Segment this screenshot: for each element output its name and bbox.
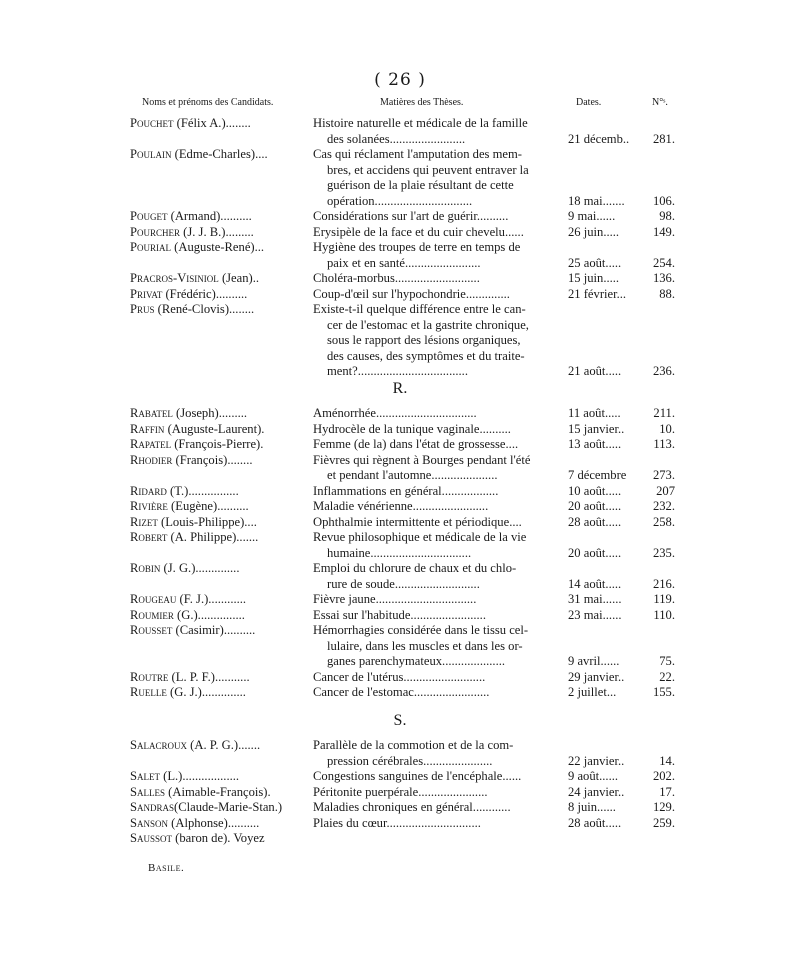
thesis-subject: Cancer de l'utérus.......................... — [313, 669, 486, 684]
candidate-name — [130, 302, 310, 318]
thesis-entry — [0, 785, 800, 801]
header-numbers: N°ˢ. — [652, 97, 668, 108]
candidate-given-names: (Frédéric).......... — [162, 286, 248, 301]
thesis-date: 15 janvier.. — [568, 421, 625, 436]
thesis-number: 10. — [659, 421, 675, 436]
candidate-name — [130, 147, 310, 163]
thesis-date: 10 août..... — [568, 483, 622, 498]
candidate-given-names: (Auguste-René)... — [171, 240, 265, 254]
candidate-given-names: (A. Philippe)....... — [167, 530, 259, 544]
candidate-surname: Rhodier — [130, 452, 173, 467]
thesis-entry — [0, 623, 800, 670]
candidate-surname: Pracros-Visiniol — [130, 271, 219, 285]
entry-line — [0, 484, 800, 500]
thesis-entry — [0, 437, 800, 453]
thesis-number: 98. — [659, 209, 675, 223]
thesis-date: 13 août..... — [568, 437, 622, 451]
thesis-entry — [0, 769, 800, 785]
candidate-name — [130, 406, 310, 422]
entry-line — [0, 561, 800, 577]
thesis-number: 281. — [652, 131, 675, 146]
candidate-given-names: (Aimable-François). — [165, 784, 271, 799]
section-letter: S. — [393, 712, 407, 729]
thesis-subject: Erysipèle de la face et du cuir chevelu...... — [313, 224, 524, 239]
candidate-name — [130, 685, 310, 701]
candidate-given-names: (J. G.).............. — [160, 561, 240, 575]
candidate-name — [130, 831, 310, 847]
thesis-entry — [0, 831, 800, 847]
thesis-number: 232. — [652, 499, 675, 513]
candidate-name — [130, 287, 310, 303]
thesis-subject: lulaire, dans les muscles et dans les or- — [327, 638, 523, 653]
candidate-surname: Prus — [130, 302, 155, 316]
thesis-number: 155. — [652, 685, 675, 699]
entry-line — [0, 608, 800, 624]
thesis-subject: pression cérébrales...................... — [327, 753, 493, 768]
thesis-entry — [0, 530, 800, 561]
entry-line — [0, 577, 800, 593]
entry-line — [0, 816, 800, 832]
candidate-given-names: (François-Pierre). — [171, 437, 264, 451]
entry-line — [0, 453, 800, 469]
thesis-date: 23 mai...... — [568, 607, 622, 622]
thesis-number: 207 — [656, 483, 675, 498]
thesis-subject: Maladies chroniques en général............ — [313, 800, 511, 814]
candidate-surname: Rabatel — [130, 406, 173, 420]
candidate-name — [130, 623, 310, 639]
thesis-date: 8 juin...... — [568, 800, 616, 814]
thesis-date: 18 mai....... — [568, 193, 625, 208]
thesis-subject: ganes parenchymateux.................... — [327, 654, 506, 668]
entry-line — [0, 163, 800, 179]
thesis-entry — [0, 302, 800, 380]
thesis-entry — [0, 147, 800, 209]
thesis-subject: cer de l'estomac et la gastrite chronique, — [327, 317, 529, 332]
thesis-date: 9 août...... — [568, 769, 619, 783]
candidate-surname: Salet — [130, 769, 160, 783]
thesis-number: 211. — [653, 406, 675, 420]
thesis-entry — [0, 685, 800, 701]
thesis-subject: Hydrocèle de la tunique vaginale.......... — [313, 421, 511, 436]
entry-line — [0, 785, 800, 801]
entry-line — [0, 225, 800, 241]
thesis-date: 22 janvier.. — [568, 753, 625, 768]
thesis-date: 28 août..... — [568, 815, 622, 830]
thesis-entry — [0, 592, 800, 608]
entry-line — [0, 147, 800, 163]
entry-line — [0, 623, 800, 639]
thesis-entry — [0, 271, 800, 287]
candidate-given-names: (Félix A.)........ — [173, 116, 251, 130]
entry-line — [0, 800, 800, 816]
thesis-subject: Péritonite puerpérale...................... — [313, 784, 488, 799]
candidate-surname: Pouget — [130, 209, 168, 223]
candidate-given-names: (Jean).. — [218, 271, 260, 285]
candidate-surname: Rapatel — [130, 437, 172, 451]
thesis-number: 273. — [652, 468, 675, 482]
page-number: ( 26 ) — [374, 70, 426, 90]
thesis-number: 75. — [659, 654, 675, 668]
thesis-entry — [0, 287, 800, 303]
candidate-surname: Robert — [130, 530, 168, 544]
candidate-surname: Salles — [130, 784, 166, 799]
thesis-number: 88. — [659, 286, 675, 301]
candidate-given-names: (A. P. G.)....... — [187, 738, 261, 752]
candidate-name — [130, 800, 310, 816]
candidate-surname: Pouchet — [130, 116, 174, 130]
candidate-name — [130, 530, 310, 546]
thesis-number: 136. — [652, 271, 675, 285]
candidate-given-names: (René-Clovis)........ — [154, 302, 255, 316]
candidate-given-names: (François)........ — [172, 452, 253, 467]
candidate-given-names: (baron de). Voyez — [172, 831, 265, 845]
candidate-surname: Pourial — [130, 240, 172, 254]
entry-line — [0, 302, 800, 318]
thesis-date: 2 juillet... — [568, 685, 617, 699]
entry-line — [0, 271, 800, 287]
candidate-name — [130, 209, 310, 225]
candidate-given-names: (F. J.)............ — [176, 592, 247, 606]
header-subjects: Matières des Thèses. — [380, 97, 464, 108]
candidate-given-names: (Armand).......... — [167, 209, 252, 223]
candidate-name — [130, 116, 310, 132]
thesis-subject: rure de soude........................... — [327, 576, 480, 591]
thesis-subject: Existe-t-il quelque différence entre le can- — [313, 302, 526, 316]
thesis-subject: Ophthalmie intermittente et périodique.... — [313, 514, 522, 529]
thesis-date: 21 février... — [568, 286, 627, 301]
thesis-date: 28 août..... — [568, 514, 622, 529]
candidate-surname: Raffin — [130, 421, 165, 436]
thesis-number: 236. — [652, 364, 675, 378]
candidate-given-names: (Claude-Marie-Stan.) — [174, 800, 283, 814]
thesis-number: 110. — [653, 607, 675, 622]
thesis-subject: Fièvres qui règnent à Bourges pendant l'été — [313, 452, 531, 467]
candidate-given-names: (Casimir).......... — [172, 623, 256, 637]
candidate-name — [130, 561, 310, 577]
entry-line — [0, 349, 800, 365]
entry-line — [0, 422, 800, 438]
candidate-given-names: (G.)............... — [173, 607, 245, 622]
thesis-subject: sous le rapport des lésions organiques, — [327, 333, 521, 347]
thesis-subject: paix et en santé........................ — [327, 255, 481, 270]
thesis-date: 7 décembre — [568, 468, 627, 482]
thesis-subject: guérison de la plaie résultant de cette — [327, 178, 514, 192]
thesis-number: 149. — [652, 224, 675, 239]
candidate-surname: Sanson — [130, 815, 169, 830]
thesis-date: 21 août..... — [568, 364, 622, 378]
entry-line — [0, 639, 800, 655]
entry-line — [0, 670, 800, 686]
candidate-name — [130, 738, 310, 754]
entry-line — [0, 194, 800, 210]
thesis-subject: Maladie vénérienne........................ — [313, 499, 489, 513]
candidate-surname: Robin — [130, 561, 161, 575]
entry-line — [0, 499, 800, 515]
entry-line — [0, 685, 800, 701]
thesis-subject: et pendant l'automne..................... — [327, 468, 498, 482]
candidate-name — [130, 592, 310, 608]
entry-line — [0, 592, 800, 608]
candidate-name — [130, 453, 310, 469]
thesis-entry — [0, 515, 800, 531]
entry-line — [0, 256, 800, 272]
thesis-number: 202. — [652, 769, 675, 783]
entry-line — [0, 364, 800, 380]
thesis-number: 129. — [652, 800, 675, 814]
candidate-name — [130, 816, 310, 832]
thesis-subject: Hygiène des troupes de terre en temps de — [313, 240, 521, 254]
thesis-subject: Aménorrhée................................ — [313, 406, 477, 420]
thesis-subject: Histoire naturelle et médicale de la famille — [313, 116, 528, 130]
candidate-given-names: (T.)................ — [166, 483, 239, 498]
candidate-name — [130, 670, 310, 686]
candidate-given-names: (Eugène).......... — [167, 499, 249, 513]
thesis-subject: des causes, des symptômes et du traite- — [327, 348, 525, 363]
thesis-subject: Parallèle de la commotion et de la com- — [313, 738, 514, 752]
candidate-surname: Privat — [130, 286, 163, 301]
candidate-surname: Roumier — [130, 607, 174, 622]
thesis-date: 15 juin..... — [568, 271, 620, 285]
candidate-surname: Rougeau — [130, 592, 177, 606]
candidate-surname: Routre — [130, 669, 169, 684]
thesis-entry — [0, 670, 800, 686]
thesis-subject: Considérations sur l'art de guérir.......... — [313, 209, 509, 223]
thesis-date: 14 août..... — [568, 576, 622, 591]
thesis-subject: Coup-d'œil sur l'hypochondrie.............. — [313, 286, 510, 301]
thesis-entry — [0, 484, 800, 500]
thesis-entry — [0, 800, 800, 816]
thesis-subject: bres, et accidens qui peuvent entraver la — [327, 162, 529, 177]
thesis-date: 20 août..... — [568, 499, 622, 513]
candidate-surname: Sandras — [130, 800, 175, 814]
header-dates: Dates. — [576, 97, 602, 108]
candidate-name — [130, 785, 310, 801]
candidate-given-names: (Edme-Charles).... — [171, 147, 268, 161]
candidate-surname: Ruelle — [130, 685, 167, 699]
thesis-entry — [0, 225, 800, 241]
entry-line — [0, 287, 800, 303]
candidate-name — [130, 437, 310, 453]
thesis-entry — [0, 453, 800, 484]
candidate-given-names: (Louis-Philippe).... — [157, 514, 257, 529]
thesis-number: 235. — [652, 545, 675, 560]
thesis-subject: Choléra-morbus........................... — [313, 271, 480, 285]
thesis-subject: humaine................................ — [327, 545, 472, 560]
thesis-entry — [0, 116, 800, 147]
thesis-date: 24 janvier.. — [568, 784, 625, 799]
thesis-date: 25 août..... — [568, 255, 622, 270]
candidate-name — [130, 484, 310, 500]
candidate-surname: Salacroux — [130, 738, 188, 752]
entry-line — [0, 515, 800, 531]
candidate-name — [130, 515, 310, 531]
thesis-number: 119. — [653, 592, 675, 606]
thesis-number: 254. — [652, 255, 675, 270]
section-letter: R. — [392, 380, 408, 397]
thesis-subject: Revue philosophique et médicale de la vie — [313, 530, 527, 544]
entry-line — [0, 132, 800, 148]
thesis-subject: des solanées........................ — [327, 131, 466, 146]
thesis-date: 21 décemb.. — [568, 131, 630, 146]
thesis-date: 29 janvier.. — [568, 669, 625, 684]
thesis-entry — [0, 561, 800, 592]
candidate-surname: Rizet — [130, 514, 158, 529]
entry-line — [0, 546, 800, 562]
thesis-date: 20 août..... — [568, 545, 622, 560]
candidate-surname: Saussot — [130, 831, 173, 845]
thesis-date: 9 avril...... — [568, 654, 620, 668]
thesis-subject: Plaies du cœur.............................. — [313, 815, 481, 830]
entry-line — [0, 738, 800, 754]
thesis-entry — [0, 209, 800, 225]
candidate-surname: Rousset — [130, 623, 173, 637]
candidate-surname: Ridard — [130, 483, 167, 498]
thesis-subject: Cancer de l'estomac........................ — [313, 685, 490, 699]
thesis-date: 26 juin..... — [568, 224, 620, 239]
candidate-name — [130, 608, 310, 624]
thesis-entry — [0, 406, 800, 422]
candidate-name — [130, 225, 310, 241]
thesis-number: 113. — [653, 437, 675, 451]
candidate-name — [130, 769, 310, 785]
thesis-number: 259. — [652, 815, 675, 830]
thesis-subject: Cas qui réclament l'amputation des mem- — [313, 147, 522, 161]
thesis-entry — [0, 738, 800, 769]
entry-line — [0, 240, 800, 256]
candidate-name — [130, 422, 310, 438]
thesis-number: 14. — [659, 753, 675, 768]
thesis-entry — [0, 608, 800, 624]
candidate-given-names: (Alphonse).......... — [168, 815, 260, 830]
candidate-name — [130, 240, 310, 256]
candidate-name — [130, 271, 310, 287]
entry-line — [0, 116, 800, 132]
entry-line — [0, 754, 800, 770]
thesis-subject: Congestions sanguines de l'encéphale...... — [313, 769, 522, 783]
candidate-given-names: (Auguste-Laurent). — [164, 421, 265, 436]
entry-line — [0, 209, 800, 225]
thesis-subject: Emploi du chlorure de chaux et du chlo- — [313, 561, 517, 575]
entry-line — [0, 318, 800, 334]
see-also-reference: Basile. — [148, 862, 185, 874]
candidate-name — [130, 499, 310, 515]
candidate-given-names: (J. J. B.)......... — [180, 224, 254, 239]
candidate-given-names: (G. J.).............. — [166, 685, 246, 699]
candidate-given-names: (L.).................. — [160, 769, 240, 783]
candidate-given-names: (Joseph)......... — [172, 406, 248, 420]
entry-line — [0, 333, 800, 349]
entry-line — [0, 178, 800, 194]
candidate-surname: Pourcher — [130, 224, 181, 239]
thesis-number: 22. — [659, 669, 675, 684]
thesis-subject: Fièvre jaune................................ — [313, 592, 477, 606]
entry-line — [0, 468, 800, 484]
thesis-subject: Femme (de la) dans l'état de grossesse.... — [313, 437, 519, 451]
entry-line — [0, 406, 800, 422]
thesis-date: 31 mai...... — [568, 592, 622, 606]
thesis-date: 11 août..... — [568, 406, 621, 420]
thesis-entry — [0, 499, 800, 515]
thesis-subject: opération............................... — [327, 193, 473, 208]
candidate-surname: Poulain — [130, 147, 172, 161]
thesis-number: 216. — [652, 576, 675, 591]
header-names: Noms et prénoms des Candidats. — [142, 97, 274, 108]
candidate-given-names: (L. P. F.)........... — [168, 669, 250, 684]
thesis-number: 258. — [652, 514, 675, 529]
thesis-number: 106. — [652, 193, 675, 208]
thesis-entry — [0, 422, 800, 438]
entry-line — [0, 769, 800, 785]
entry-line — [0, 831, 800, 847]
thesis-entry — [0, 816, 800, 832]
thesis-date: 9 mai...... — [568, 209, 616, 223]
thesis-subject: Inflammations en général.................. — [313, 483, 499, 498]
entry-line — [0, 654, 800, 670]
thesis-entry — [0, 240, 800, 271]
thesis-subject: ment?................................... — [327, 364, 468, 378]
candidate-surname: Rivière — [130, 499, 168, 513]
column-headers — [0, 97, 800, 113]
entry-line — [0, 437, 800, 453]
thesis-number: 17. — [659, 784, 675, 799]
entry-line — [0, 530, 800, 546]
thesis-subject: Hémorrhagies considérée dans le tissu cel- — [313, 623, 529, 637]
thesis-subject: Essai sur l'habitude........................ — [313, 607, 486, 622]
